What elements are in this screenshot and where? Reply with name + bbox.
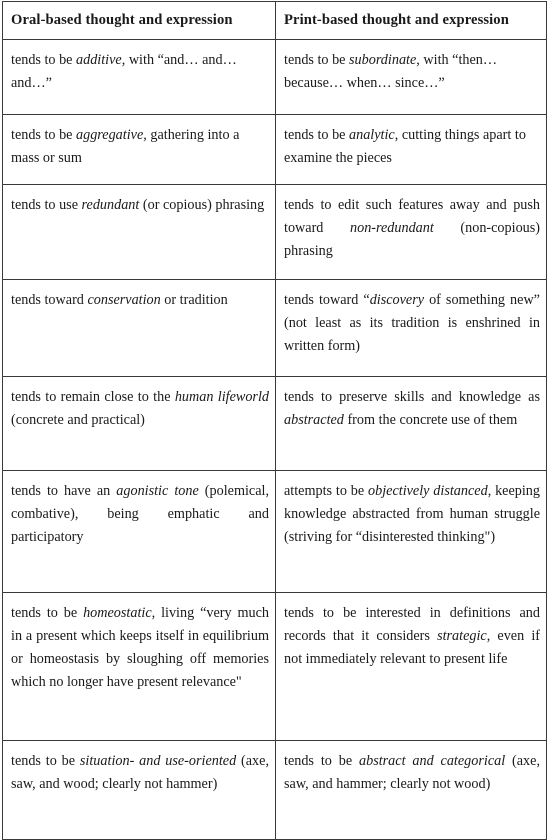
table-row bbox=[3, 280, 547, 377]
cell-oral: tends to remain close to the human lifeworld (concrete and practical) bbox=[3, 377, 276, 471]
cell-print: tends to be abstract and categorical (axe, saw, and hammer; clearly not wood) bbox=[276, 741, 547, 840]
table-header-row bbox=[3, 2, 547, 40]
cell-print: tends to be subordinate, with “then… because… when… since…” bbox=[276, 40, 547, 115]
cell-oral: tends to have an agonistic tone (polemical, combative), being emphatic and participatory bbox=[3, 471, 276, 593]
cell-print: tends to be interested in definitions and records that it considers strategic, even if not immediately relevant to present life bbox=[276, 593, 547, 741]
cell-oral: tends to be homeostatic, living “very much in a present which keeps itself in equilibrium or homeostasis by sloughing off memories which no longer have present relevance" bbox=[3, 593, 276, 741]
table-row bbox=[3, 471, 547, 593]
header-print: Print-based thought and expression bbox=[276, 2, 547, 40]
table-row bbox=[3, 185, 547, 280]
cell-oral: tends to be situation- and use-oriented (axe, saw, and wood; clearly not hammer) bbox=[3, 741, 276, 840]
cell-oral: tends toward conservation or tradition bbox=[3, 280, 276, 377]
table-row bbox=[3, 40, 547, 115]
cell-oral: tends to be aggregative, gathering into a mass or sum bbox=[3, 115, 276, 185]
cell-print: tends to be analytic, cutting things apart to examine the pieces bbox=[276, 115, 547, 185]
cell-print: tends to preserve skills and knowledge as abstracted from the concrete use of them bbox=[276, 377, 547, 471]
table-row bbox=[3, 115, 547, 185]
cell-print: tends to edit such features away and push toward non-redundant (non-copious) phrasing bbox=[276, 185, 547, 280]
cell-print: tends toward “discovery of something new” (not least as its tradition is enshrined in written form) bbox=[276, 280, 547, 377]
table-row bbox=[3, 377, 547, 471]
cell-oral: tends to be additive, with “and… and… and…” bbox=[3, 40, 276, 115]
header-oral: Oral-based thought and expression bbox=[3, 2, 276, 40]
table-row bbox=[3, 593, 547, 741]
cell-print: attempts to be objectively distanced, keeping knowledge abstracted from human struggle (striving for “disinterested thinking") bbox=[276, 471, 547, 593]
comparison-table bbox=[2, 1, 547, 840]
cell-oral: tends to use redundant (or copious) phrasing bbox=[3, 185, 276, 280]
table-row bbox=[3, 741, 547, 840]
